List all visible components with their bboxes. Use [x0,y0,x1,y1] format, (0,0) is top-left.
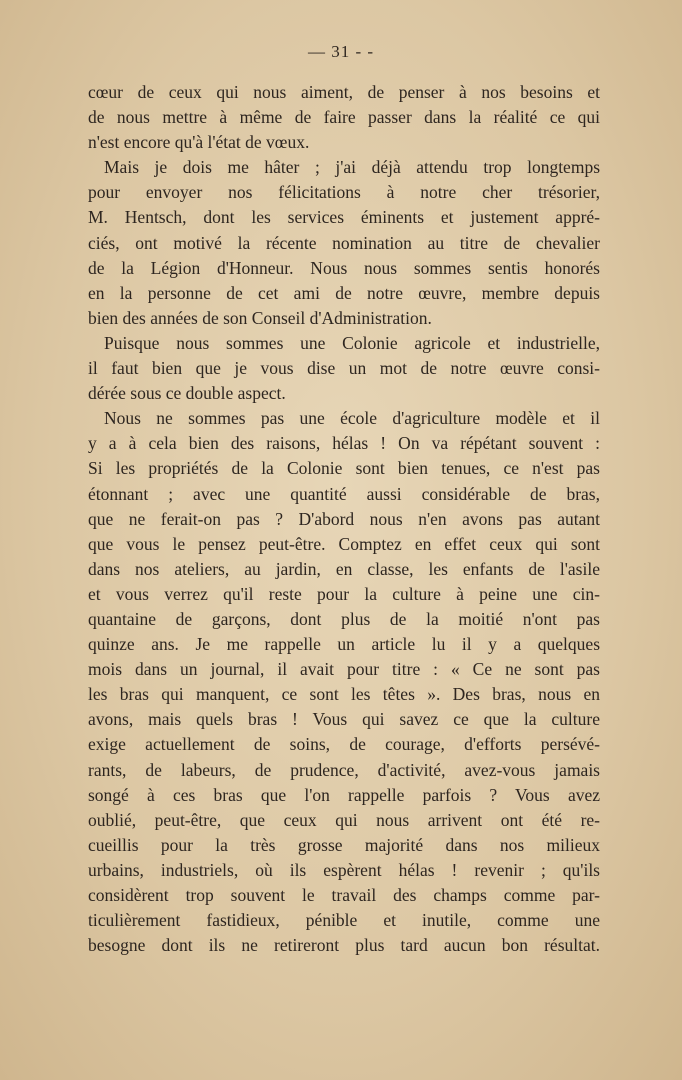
text-line: cœur de ceux qui nous aiment, de penser à nos besoins et [88,82,600,102]
text-line: ticulièrement fastidieux, pénible et inutile, comme une [88,910,600,931]
text-line: exige actuellement de soins, de courage, d'efforts persévé- [88,734,600,755]
text-line: il faut bien que je vous dise un mot de notre œuvre consi- [88,358,600,379]
text-line: quantaine de garçons, dont plus de la moitié n'ont pas [88,608,600,629]
text-line: Nous ne sommes pas une école d'agriculture modèle et il [104,408,600,429]
text-line: bien des années de son Conseil d'Administration. [88,307,432,328]
text-line: rants, de labeurs, de prudence, d'activité, avez-vous jamais [88,759,600,780]
text-line: quinze ans. Je me rappelle un article lu il y a quelques [88,634,600,655]
text-line: besogne dont ils ne retireront plus tard aucun bon résultat. [88,935,600,956]
text-line: Si les propriétés de la Colonie sont bien tenues, ce n'est pas [88,458,600,479]
text-line: les bras qui manquent, ce sont les têtes ». Des bras, nous en [88,684,600,705]
text-line: dans nos ateliers, au jardin, en classe, les enfants de l'asile [88,558,600,579]
text-line: avons, mais quels bras ! Vous qui savez ce que la culture [88,709,600,730]
text-line: pour envoyer nos félicitations à notre cher trésorier, [88,182,600,203]
text-line: Puisque nous sommes une Colonie agricole et industrielle, [104,332,600,353]
text-line: mois dans un journal, il avait pour titre : « Ce ne sont pas [88,659,600,680]
text-line: considèrent trop souvent le travail des champs comme par- [88,885,600,905]
text-line: que vous le pensez peut-être. Comptez en effet ceux qui sont [88,533,600,554]
text-line: urbains, industriels, où ils espèrent hélas ! revenir ; qu'ils [88,859,600,880]
text-line: et vous verrez qu'il reste pour la culture à peine une cin- [88,583,600,604]
text-line: dérée sous ce double aspect. [88,383,286,404]
text-line: en la personne de cet ami de notre œuvre, membre depuis [88,282,600,303]
text-line: de nous mettre à même de faire passer dans la réalité ce qui [88,107,600,128]
text-line: que ne ferait-on pas ? D'abord nous n'en avons pas autant [88,508,600,529]
text-line: de la Légion d'Honneur. Nous nous sommes sentis honorés [88,257,600,278]
text-line: ciés, ont motivé la récente nomination au titre de chevalier [88,232,600,253]
text-line: songé à ces bras que l'on rappelle parfois ? Vous avez [88,784,600,805]
text-line: oublié, peut-être, que ceux qui nous arrivent ont été re- [88,809,600,830]
text-line: n'est encore qu'à l'état de vœux. [88,132,310,153]
text-line: cueillis pour la très grosse majorité dans nos milieux [88,834,600,855]
text-line: y a à cela bien des raisons, hélas ! On va répétant souvent : [88,433,600,454]
text-line: Mais je dois me hâter ; j'ai déjà attendu trop longtemps [104,157,600,178]
text-line: M. Hentsch, dont les services éminents et justement appré- [88,207,600,228]
page-number: — 31 - - [307,42,375,61]
body-text [88,80,600,958]
text-line: étonnant ; avec une quantité aussi considérable de bras, [88,483,600,504]
